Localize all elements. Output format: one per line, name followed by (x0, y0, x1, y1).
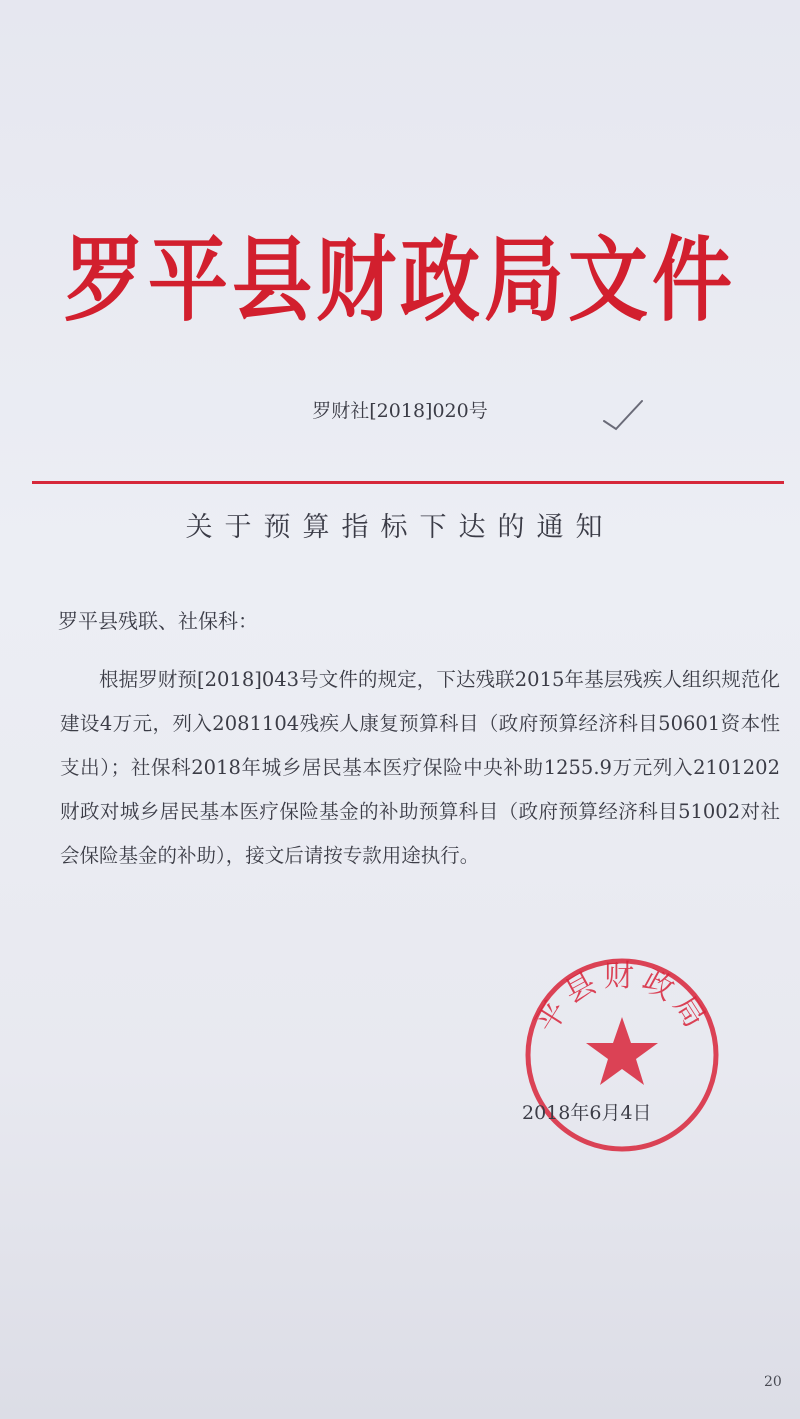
check-mark-icon (600, 395, 648, 435)
page-number: 20 (764, 1374, 782, 1390)
seal-text: 平县财政局 (528, 959, 716, 1039)
official-seal (522, 955, 722, 1155)
addressee: 罗平县残联、社保科： (58, 609, 258, 633)
issuer-header (0, 215, 800, 345)
notice-title: 关于预算指标下达的通知 (185, 512, 615, 543)
issuer-title: 罗平县财政局文件 (64, 225, 736, 335)
star-icon (586, 1017, 658, 1085)
notice-body: 根据罗财预[2018]043号文件的规定，下达残联2015年基层残疾人组织规范化建设4万元，列入2081104残疾人康复预算科目（政府预算经济科目50601资本性支出）；社保科2018年城乡居民基本医疗保险中央补助1255.9万元列入2101202财政对城乡居民基本医疗保险基金的补助预算科目（政府预算经济科目51002对社会保险基金的补助），接文后请按专款用途执行。 (60, 668, 780, 867)
red-divider (32, 481, 784, 484)
issue-date: 2018年6月4日 (522, 1102, 652, 1124)
document-number: 罗财社[2018]020号 (312, 400, 488, 422)
